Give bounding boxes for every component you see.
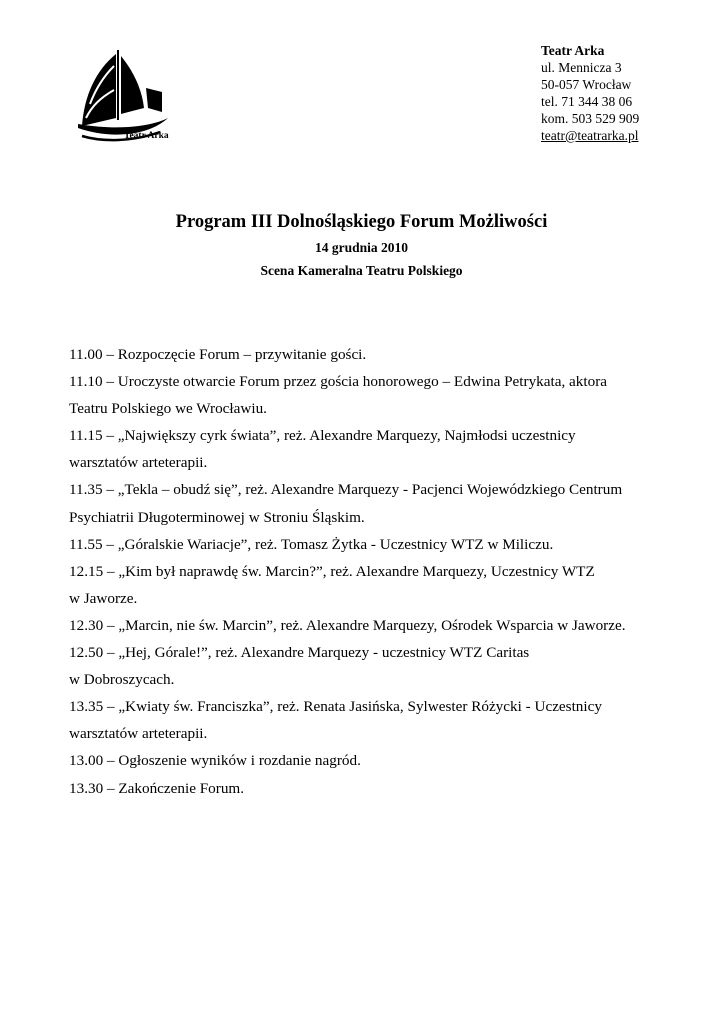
program-line: w Jaworze. bbox=[69, 589, 138, 607]
program-line: 13.00 – Ogłoszenie wyników i rozdanie nagród. bbox=[69, 752, 361, 770]
contact-name: Teatr Arka bbox=[541, 43, 605, 58]
document-heading bbox=[0, 208, 723, 282]
program-line: warsztatów arteterapii. bbox=[69, 725, 208, 743]
program-line: w Dobroszycach. bbox=[69, 671, 175, 689]
program-line: Psychiatrii Długoterminowej w Stroniu Śląskim. bbox=[69, 508, 365, 526]
program-line: warsztatów arteterapii. bbox=[69, 454, 208, 472]
program-line: 12.15 – „Kim był naprawdę św. Marcin?”, reż. Alexandre Marquezy, Uczestnicy WTZ bbox=[69, 562, 595, 580]
page-title: Program III Dolnośląskiego Forum Możliwości bbox=[175, 212, 548, 232]
program-line: 11.15 – „Największy cyrk świata”, reż. Alexandre Marquezy, Najmłodsi uczestnicy bbox=[69, 427, 576, 445]
sailboat-icon bbox=[76, 48, 186, 143]
program-line: 11.00 – Rozpoczęcie Forum – przywitanie gości. bbox=[69, 346, 367, 363]
program-line: 13.30 – Zakończenie Forum. bbox=[69, 779, 245, 797]
contact-block bbox=[541, 42, 639, 144]
program-line: 11.10 – Uroczyste otwarcie Forum przez gościa honorowego – Edwina Petrykata, aktora bbox=[69, 373, 607, 391]
program-line: 12.50 – „Hej, Górale!”, reż. Alexandre Marquezy - uczestnicy WTZ Caritas bbox=[69, 644, 530, 662]
contact-email-link[interactable]: teatr@teatrarka.pl bbox=[541, 128, 639, 143]
contact-mobile: kom. 503 529 909 bbox=[541, 111, 640, 126]
logo-caption: Teatr Arka bbox=[124, 131, 169, 141]
program-list bbox=[69, 341, 669, 802]
program-line: 11.35 – „Tekla – obudź się”, reż. Alexandre Marquezy - Pacjenci Wojewódzkiego Centrum bbox=[69, 481, 623, 499]
event-venue: Scena Kameralna Teatru Polskiego bbox=[260, 263, 463, 278]
contact-street: ul. Mennicza 3 bbox=[541, 60, 622, 75]
program-line: 12.30 – „Marcin, nie św. Marcin”, reż. Alexandre Marquezy, Ośrodek Wsparcia w Jaworze. bbox=[69, 616, 626, 634]
contact-phone: tel. 71 344 38 06 bbox=[541, 94, 633, 109]
event-date: 14 grudnia 2010 bbox=[314, 240, 409, 255]
program-line: Teatru Polskiego we Wrocławiu. bbox=[69, 400, 267, 418]
contact-city: 50-057 Wrocław bbox=[541, 77, 632, 92]
program-line: 13.35 – „Kwiaty św. Franciszka”, reż. Renata Jasińska, Sylwester Różycki - Uczestnicy bbox=[69, 698, 602, 716]
program-line: 11.55 – „Góralskie Wariacje”, reż. Tomasz Żytka - Uczestnicy WTZ w Miliczu. bbox=[69, 535, 554, 553]
